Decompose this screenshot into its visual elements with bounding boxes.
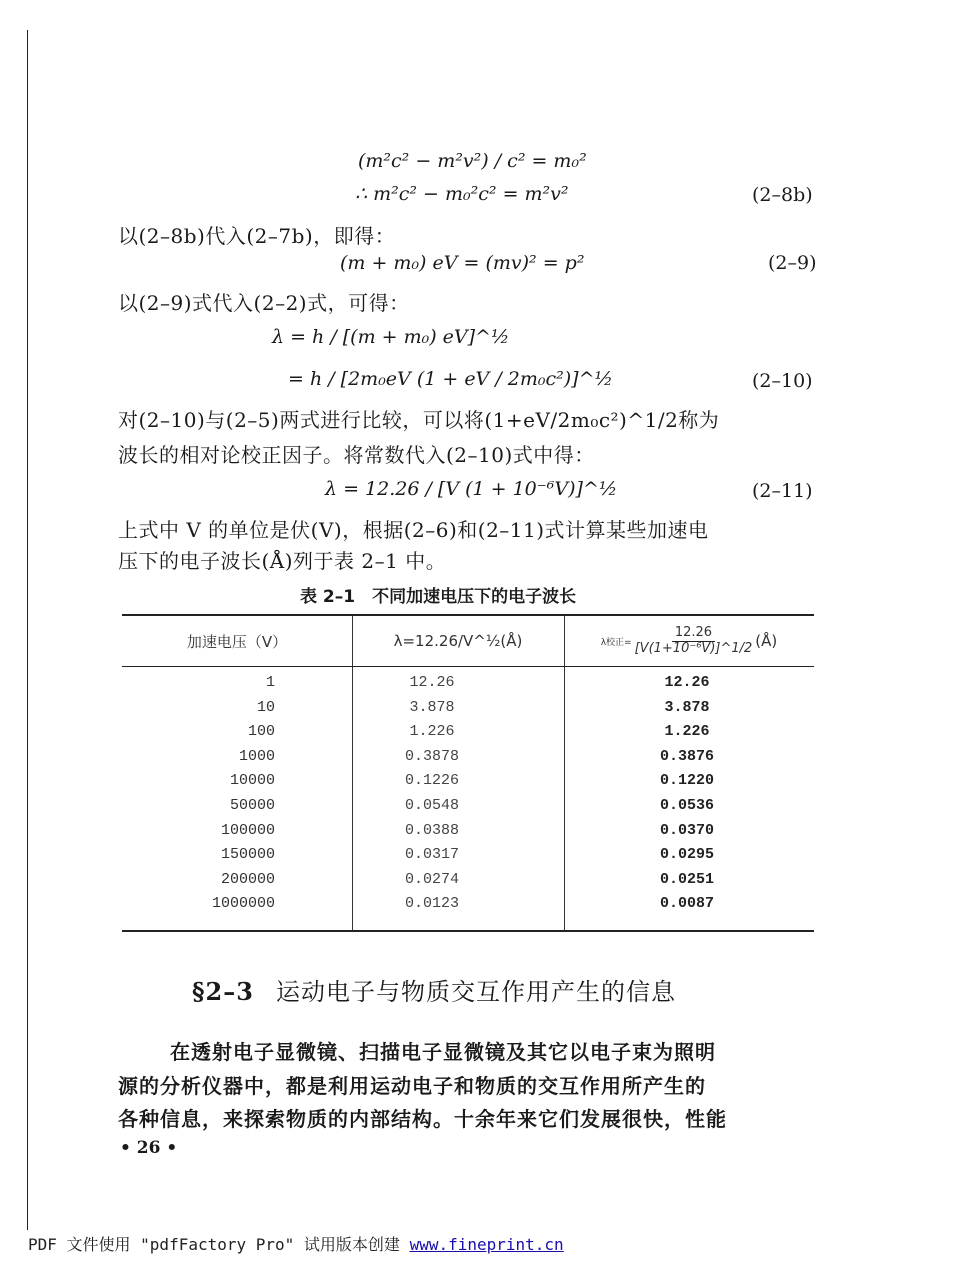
table-row: [122, 674, 814, 699]
equation-2-8b: ∴ m²c² − m₀²c² = m²v²: [355, 183, 569, 205]
fraction-denominator: [V(1+10⁻⁶V)]^1/2: [634, 640, 753, 656]
column-header-lambda: λ=12.26/V^½(Å): [393, 632, 523, 650]
section-title: 运动电子与物质交互作用产生的信息: [275, 978, 676, 1006]
table-row: [122, 822, 814, 847]
column-header-lambda-corrected: [564, 616, 814, 666]
body-line-1: 在透射电子显微镜、扫描电子显微镜及其它以电子束为照明: [170, 1040, 716, 1064]
lambda-corrected-cell: 0.3876: [659, 747, 714, 765]
voltage-cell: 50000: [229, 796, 275, 814]
footer-link[interactable]: www.fineprint.cn: [409, 1235, 564, 1254]
text-line-6: 压下的电子波长(Å)列于表 2–1 中。: [118, 549, 447, 573]
voltage-cell: 10000: [229, 772, 275, 790]
lambda-corrected-cell: 3.878: [664, 698, 710, 716]
lambda-corrected-cell: 0.1220: [659, 772, 714, 790]
header-rule: [122, 666, 814, 667]
lambda-cell: 0.3878: [404, 747, 459, 765]
lambda-cell: 0.0388: [404, 821, 459, 839]
lambda-corrected-cell: 0.0295: [659, 846, 714, 864]
voltage-cell: 10: [256, 698, 275, 716]
lambda-corrected-cell: 0.0370: [659, 821, 714, 839]
voltage-cell: 1000: [238, 747, 275, 765]
lambda-corrected-cell: 1.226: [664, 723, 710, 741]
table-row: [122, 895, 814, 920]
fraction-numerator: 12.26: [672, 626, 715, 641]
table-row: [122, 723, 814, 748]
lambda-cell: 1.226: [409, 723, 455, 741]
table-row: [122, 797, 814, 822]
text-line-5: 上式中 V 的单位是伏(V)，根据(2–6)和(2–11)式计算某些加速电: [118, 518, 709, 542]
column-header-voltage: 加速电压（V）: [186, 632, 288, 651]
text-line-4: 波长的相对论校正因子。将常数代入(2–10)式中得：: [118, 443, 595, 467]
voltage-cell: 200000: [220, 870, 275, 888]
equation-number-2-9: (2–9): [768, 252, 817, 274]
lambda-corrected-cell: 12.26: [664, 674, 710, 691]
equation-lambda-1: λ = h / [(m + m₀) eV]^½: [272, 326, 510, 348]
voltage-cell: 100000: [220, 821, 275, 839]
wavelength-table: [122, 614, 814, 932]
unit-angstrom: (Å): [755, 632, 778, 650]
fraction: [635, 626, 753, 656]
table-row: [122, 846, 814, 871]
equation-number-2-10: (2–10): [752, 370, 813, 392]
table-row: [122, 699, 814, 724]
lambda-corrected-cell: 0.0087: [659, 895, 714, 913]
table-row: [122, 871, 814, 896]
left-margin-rule: [27, 30, 28, 1230]
lambda-cell: 0.0274: [404, 870, 459, 888]
equation-2-10: = h / [2m₀eV (1 + eV / 2m₀c²)]^½: [288, 368, 613, 390]
pdf-footer: [28, 1232, 564, 1255]
body-line-3: 各种信息，来探索物质的内部结构。十余年来它们发展很快，性能: [118, 1107, 727, 1131]
section-heading: [192, 972, 676, 1007]
lambda-cell: 0.1226: [404, 772, 459, 790]
lambda-cell: 0.0123: [404, 895, 459, 913]
table-body: [122, 674, 814, 920]
table-caption: 表 2–1 不同加速电压下的电子波长: [300, 587, 577, 607]
voltage-cell: 150000: [220, 846, 275, 864]
lambda-corrected-cell: 0.0536: [659, 796, 714, 814]
voltage-cell: 1: [265, 674, 275, 691]
table-row: [122, 748, 814, 773]
text-line-3: 对(2–10)与(2–5)两式进行比较，可以将(1+eV/2m₀c²)^1/2称为: [118, 408, 720, 432]
text-line-2: 以(2–9)式代入(2–2)式，可得：: [118, 291, 410, 315]
section-number: §2–3: [192, 977, 254, 1006]
lambda-cell: 0.0548: [404, 796, 459, 814]
equation-number-2-8b: (2–8b): [752, 184, 813, 206]
lambda-cell: 12.26: [409, 674, 455, 691]
page-number: • 26 •: [120, 1138, 178, 1158]
lambda-corrected-cell: 0.0251: [659, 870, 714, 888]
voltage-cell: 100: [247, 723, 275, 741]
equation-1: (m²c² − m²v²) / c² = m₀²: [358, 150, 587, 172]
text-line-1: 以(2–8b)代入(2–7b)，即得：: [118, 224, 396, 248]
lambda-cell: 0.0317: [404, 846, 459, 864]
lambda-cell: 3.878: [409, 698, 455, 716]
equation-2-9: (m + m₀) eV = (mv)² = p²: [340, 252, 585, 274]
voltage-cell: 1000000: [211, 895, 275, 913]
table-row: [122, 772, 814, 797]
lambda-corrected-label: λ校正=: [600, 637, 632, 648]
equation-2-11: λ = 12.26 / [V (1 + 10⁻⁶V)]^½: [325, 478, 618, 500]
equation-number-2-11: (2–11): [752, 480, 813, 502]
footer-text: PDF 文件使用 "pdfFactory Pro" 试用版本创建: [28, 1235, 410, 1254]
body-line-2: 源的分析仪器中，都是利用运动电子和物质的交互作用所产生的: [118, 1074, 706, 1098]
